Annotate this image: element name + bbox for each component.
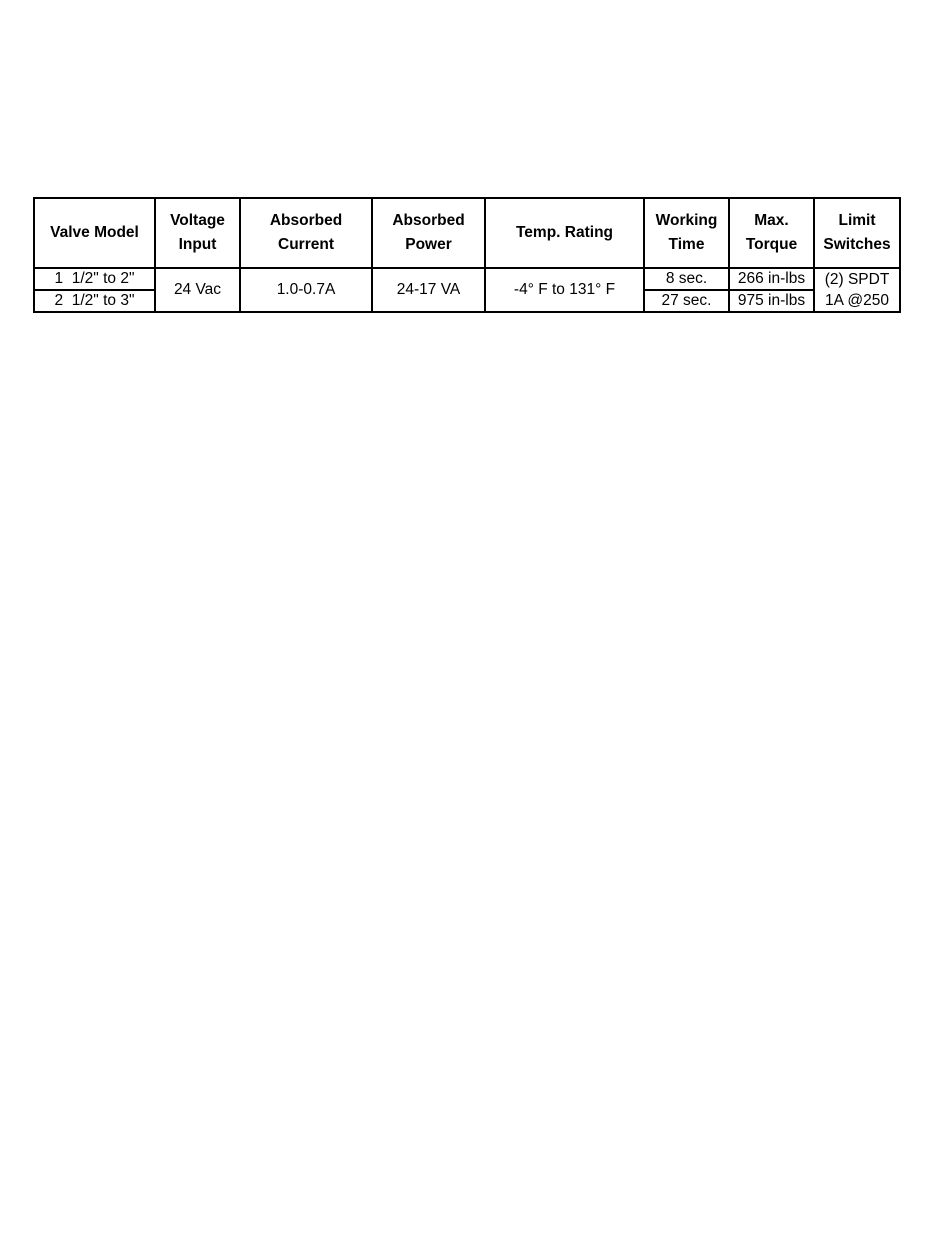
- header-limit-switches: [814, 198, 900, 268]
- header-voltage-input-line1: Voltage: [170, 212, 225, 229]
- header-max-torque: [729, 198, 814, 268]
- working-time-cell: 8 sec.: [644, 268, 729, 290]
- header-max-torque-line1: Max.: [754, 212, 789, 229]
- valve-model-cell: 2 1/2" to 3": [34, 290, 155, 312]
- header-voltage-input-line2: Input: [178, 236, 217, 253]
- limit-switches-cell: (2) SPDT: [814, 268, 900, 290]
- header-working-time-line2: Time: [668, 236, 705, 253]
- header-temp-rating-text: Temp. Rating: [515, 224, 614, 241]
- absorbed-current-cell: 1.0-0.7A: [240, 268, 372, 312]
- table-row: [34, 268, 900, 290]
- header-absorbed-current: [240, 198, 372, 268]
- max-torque-cell: 266 in-lbs: [729, 268, 814, 290]
- limit-switches-cell: 1A @250: [814, 290, 900, 312]
- header-max-torque-line2: Torque: [745, 236, 798, 253]
- header-valve-model-text: Valve Model: [50, 224, 139, 241]
- valve-specifications-table: [33, 197, 901, 313]
- header-absorbed-power: [372, 198, 485, 268]
- voltage-input-cell: 24 Vac: [155, 268, 240, 312]
- temp-rating-cell: -4° F to 131° F: [485, 268, 644, 312]
- header-working-time-line1: Working: [655, 212, 718, 229]
- header-limit-switches-line1: Limit: [838, 212, 876, 229]
- header-temp-rating: [485, 198, 644, 268]
- header-absorbed-power-line1: Absorbed: [392, 212, 465, 229]
- header-row: [34, 198, 900, 268]
- max-torque-cell: 975 in-lbs: [729, 290, 814, 312]
- header-absorbed-power-line2: Power: [405, 236, 452, 253]
- working-time-cell: 27 sec.: [644, 290, 729, 312]
- header-valve-model: [34, 198, 155, 268]
- absorbed-power-cell: 24-17 VA: [372, 268, 485, 312]
- header-absorbed-current-line1: Absorbed: [269, 212, 343, 229]
- header-limit-switches-line2: Switches: [823, 236, 891, 253]
- header-voltage-input: [155, 198, 240, 268]
- header-absorbed-current-line2: Current: [278, 236, 334, 253]
- header-working-time: [644, 198, 729, 268]
- valve-model-cell: 1 1/2" to 2": [34, 268, 155, 290]
